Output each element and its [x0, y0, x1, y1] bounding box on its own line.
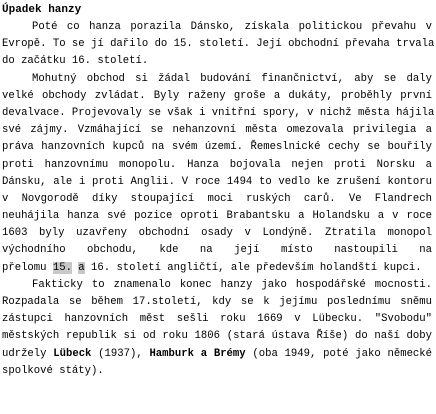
document-title: Úpadek hanzy: [2, 4, 82, 16]
text-line: v Novgorodě díky stoupající moci ruských carů. Ve Flandrech: [2, 192, 432, 205]
highlighted-text: 15.: [52, 261, 72, 274]
text-line: východního obchodu, kde na její místo nastoupili na: [2, 244, 432, 257]
text-line: udržely Lübeck (1937), Hamburk a Brémy (oba 1949, poté jako německé: [2, 347, 433, 360]
text-line: devalvace. Projevovaly se však i vnitřní spory, v nichž města hájila: [2, 106, 435, 119]
text-line: zástupci hanzovních měst sešli roku 1669 v Lübecku. "Svobodu": [2, 313, 432, 326]
text-line: Mohutný obchod si žádal budování finančnictví, aby se daly: [32, 72, 432, 85]
paragraph-2: [2, 71, 435, 277]
text-line: Poté co hanza porazila Dánsko, získala politickou převahu v: [32, 21, 432, 33]
bold-text: Hamburk a Brémy: [149, 347, 246, 360]
text-line: Evropě. To se jí dařilo do 15. století. Její obchodní převaha trvala: [2, 38, 435, 51]
text-line: do začátku 16. století.: [2, 55, 149, 68]
text-line: velké obchody zvládat. Byly raženy groše a dukáty, proběhly první: [2, 89, 432, 102]
paragraph-1: [2, 19, 435, 71]
bold-text: Lübeck: [53, 347, 92, 360]
paragraph-3: [2, 277, 432, 380]
text-line: 1603 byly uzavřeny obchodní osady v Londýně. Ztratila monopol: [2, 227, 432, 240]
text-line: přelomu 15. a 16. století angličtí, ale především holandští kupci.: [2, 261, 422, 274]
text-line: neuhájila hanza své pozice oproti Brabantsku a Holandsku a v roce: [2, 210, 432, 223]
text-line: své zájmy. Vzmáhající se nehanzovní města omezovala privilegia a: [2, 124, 432, 137]
text-line: proti hanzovnímu monopolu. Hanza bojovala nejen proti Norsku a: [2, 158, 432, 171]
text-line: Fakticky to znamenalo konec hanzy jako hospodářské mocnosti.: [32, 278, 432, 291]
text-line: práva hanzovních kupců na svém území. Řemeslnické cechy se bouřily: [2, 141, 432, 154]
text-line: Dánsku, ale i proti Anglii. V roce 1494 to vedlo ke zrušení kontoru: [2, 175, 432, 188]
text-line: spolkové státy).: [2, 364, 104, 377]
text-line: městských republik si od roku 1806 (stará ústava Říše) do naší doby: [2, 330, 432, 343]
text-line: Rozpadala se během 17.století, kdy se k jejímu poslednímu sněmu: [2, 296, 432, 308]
highlighted-text: a: [78, 261, 85, 274]
